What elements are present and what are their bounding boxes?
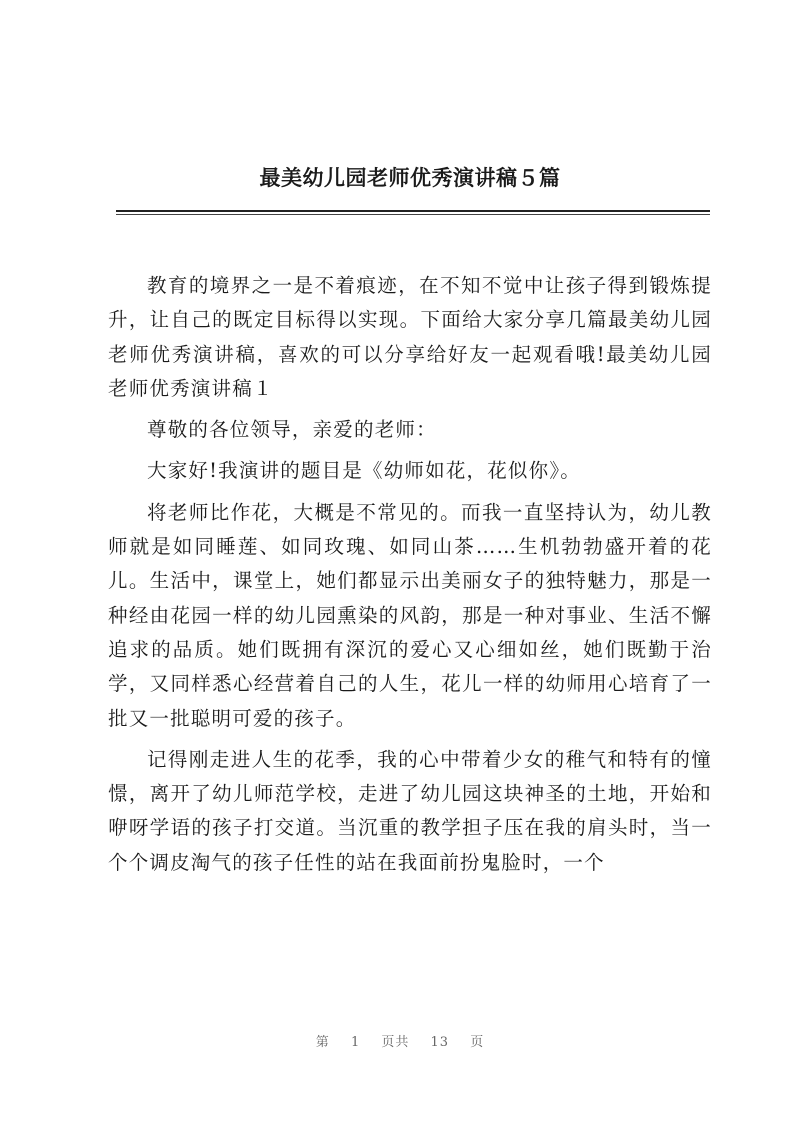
document-body [108,269,712,887]
paragraph: 记得刚走进人生的花季，我的心中带着少女的稚气和特有的憧憬，离开了幼儿师范学校，走进了幼儿园这块神圣的土地，开始和咿呀学语的孩子打交道。当沉重的教学担子压在我的肩头时，当一个个调皮淘气的孩子任性的站在我面前扮鬼脸时，一个 [108,747,712,874]
paragraph: 教育的境界之一是不着痕迹，在不知不觉中让孩子得到锻炼提升，让自己的既定目标得以实现。下面给大家分享几篇最美幼儿园老师优秀演讲稿，喜欢的可以分享给好友一起观看哦!最美幼儿园老师优秀演讲稿１ [108,274,712,400]
paragraph: 将老师比作花，大概是不常见的。而我一直坚持认为，幼儿教师就是如同睡莲、如同玫瑰、如同山茶……生机勃勃盛开着的花儿。生活中，课堂上，她们都显示出美丽女子的独特魅力，那是一种经由花园一样的幼儿园熏染的风韵，那是一种对事业、生活不懈追求的品质。她们既拥有深沉的爱心又心细如丝，她们既勤于治学，又同样悉心经营着自己的人生，花儿一样的幼师用心培育了一批又一批聪明可爱的孩子。 [108,500,712,730]
title-divider [116,210,710,212]
paragraph: 尊敬的各位领导，亲爱的老师： [147,418,437,442]
footer-prefix: 第 [315,1035,330,1050]
footer-suffix: 页 [470,1035,485,1050]
page-title: 最美幼儿园老师优秀演讲稿５篇 [259,165,561,190]
footer-middle: 页共 [381,1035,410,1050]
footer-total-pages: 13 [430,1035,450,1050]
paragraph: 大家好!我演讲的题目是《幼师如花，花似你》。 [147,459,581,483]
page-footer [0,1031,800,1050]
title-divider-thin [116,214,710,215]
footer-current-page: 1 [350,1035,361,1050]
